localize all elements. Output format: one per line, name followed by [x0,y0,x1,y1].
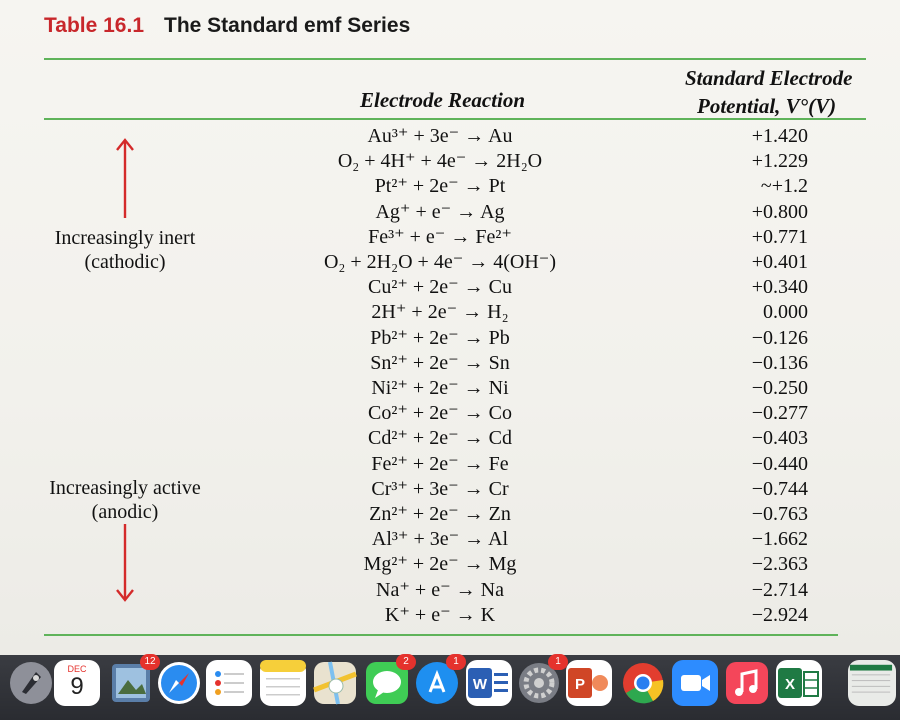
reaction-cell: O₂ + 4H⁺ + 4e⁻ → 2H₂O [337,150,543,172]
reaction-cell: Al³⁺ + 3e⁻ → Al [371,528,509,550]
macos-dock [0,655,900,720]
column-header-reaction: Electrode Reaction [360,88,526,112]
reaction-cell: Ni²⁺ + 2e⁻ → Ni [371,377,509,399]
arrow-down-icon [112,524,138,604]
chrome-icon[interactable] [620,660,666,706]
bottom-rule [44,634,838,636]
label-increasingly-active [40,476,210,524]
potential-cell: +1.229 [751,150,808,172]
label-increasingly-inert [40,226,210,274]
potential-cell: −1.662 [751,528,808,550]
system-preferences-icon[interactable] [516,656,562,706]
launchpad-icon[interactable] [8,660,54,706]
safari-icon[interactable] [156,660,202,706]
potential-cell: −0.277 [751,402,808,424]
label-inert-line2: (cathodic) [84,251,166,273]
reaction-cell: Fe³⁺ + e⁻ → Fe²⁺ [368,226,512,248]
reaction-cell: Sn²⁺ + 2e⁻ → Sn [370,352,510,374]
svg-text:X: X [784,676,796,693]
potential-cell: +0.771 [751,226,808,248]
arrow-up-icon [112,136,138,220]
potential-cell: −2.924 [751,604,808,626]
calendar-icon[interactable] [54,660,100,706]
reaction-cell: Cu²⁺ + 2e⁻ → Cu [368,276,512,298]
potential-cell: −0.136 [751,352,808,374]
word-icon[interactable] [466,660,512,706]
potential-cell: +1.420 [751,125,808,147]
excel-window-thumbnail[interactable] [848,660,896,706]
zoom-icon[interactable] [672,660,718,706]
label-inert-line1: Increasingly inert [54,227,196,249]
column-header-potential-line1: Standard Electrode [685,66,853,90]
svg-text:P: P [574,676,586,693]
calendar-day: 9 [70,673,84,700]
reaction-cell: 2H⁺ + 2e⁻ → H₂ [371,301,509,323]
reaction-cell: Cd²⁺ + 2e⁻ → Cd [368,427,512,449]
potential-cell: −2.363 [751,553,808,575]
reaction-cell: Au³⁺ + 3e⁻ → Au [367,125,513,147]
reaction-cell: Ag⁺ + e⁻ → Ag [375,201,505,223]
messages-icon[interactable] [364,656,410,706]
reaction-cell: Co²⁺ + 2e⁻ → Co [368,402,512,424]
excel-icon[interactable] [776,660,822,706]
table-title [44,14,410,38]
potential-cell: +0.340 [751,276,808,298]
column-header-potential-line2: Potential, V°(V) [697,94,837,118]
table-number: Table 16.1 [44,14,144,37]
system-preferences-badge: 1 [548,654,568,670]
potential-cell: −0.250 [751,377,808,399]
powerpoint-icon[interactable] [566,660,612,706]
preview-badge: 12 [140,654,160,670]
potential-cell: −0.744 [751,478,808,500]
reminders-icon[interactable] [206,660,252,706]
app-store-icon[interactable] [414,656,460,706]
maps-icon[interactable] [312,660,358,706]
potential-cell: −0.403 [751,427,808,449]
preview-icon[interactable] [108,656,156,706]
reaction-cell: O₂ + 2H₂O + 4e⁻ → 4(OH⁻) [323,251,557,273]
label-active-line2: (anodic) [91,501,159,523]
potential-cell: 0.000 [763,301,808,323]
potential-cell: ~+1.2 [760,175,808,197]
reaction-cell: Pb²⁺ + 2e⁻ → Pb [370,327,510,349]
music-icon[interactable] [724,660,770,706]
potential-cell: −0.440 [751,453,808,475]
reaction-cell: K⁺ + e⁻ → K [384,604,496,626]
reaction-cell: Zn²⁺ + 2e⁻ → Zn [369,503,511,525]
svg-text:W: W [472,676,488,693]
calendar-month: DEC [67,664,87,674]
reaction-cell: Na⁺ + e⁻ → Na [376,579,504,601]
messages-badge: 2 [396,654,416,670]
potential-cell: +0.800 [751,201,808,223]
potential-cell: −2.714 [751,579,808,601]
potential-cell: +0.401 [751,251,808,273]
potential-cell: −0.126 [751,327,808,349]
reaction-cell: Mg²⁺ + 2e⁻ → Mg [363,553,517,575]
top-rule [44,58,866,60]
reaction-cell: Fe²⁺ + 2e⁻ → Fe [371,453,509,475]
notes-icon[interactable] [260,660,306,706]
reaction-cell: Pt²⁺ + 2e⁻ → Pt [374,175,506,197]
reaction-cell: Cr³⁺ + 3e⁻ → Cr [371,478,509,500]
label-active-line1: Increasingly active [49,477,201,499]
app-store-badge: 1 [446,654,466,670]
potential-cell: −0.763 [751,503,808,525]
table-title-text: The Standard emf Series [164,14,411,37]
